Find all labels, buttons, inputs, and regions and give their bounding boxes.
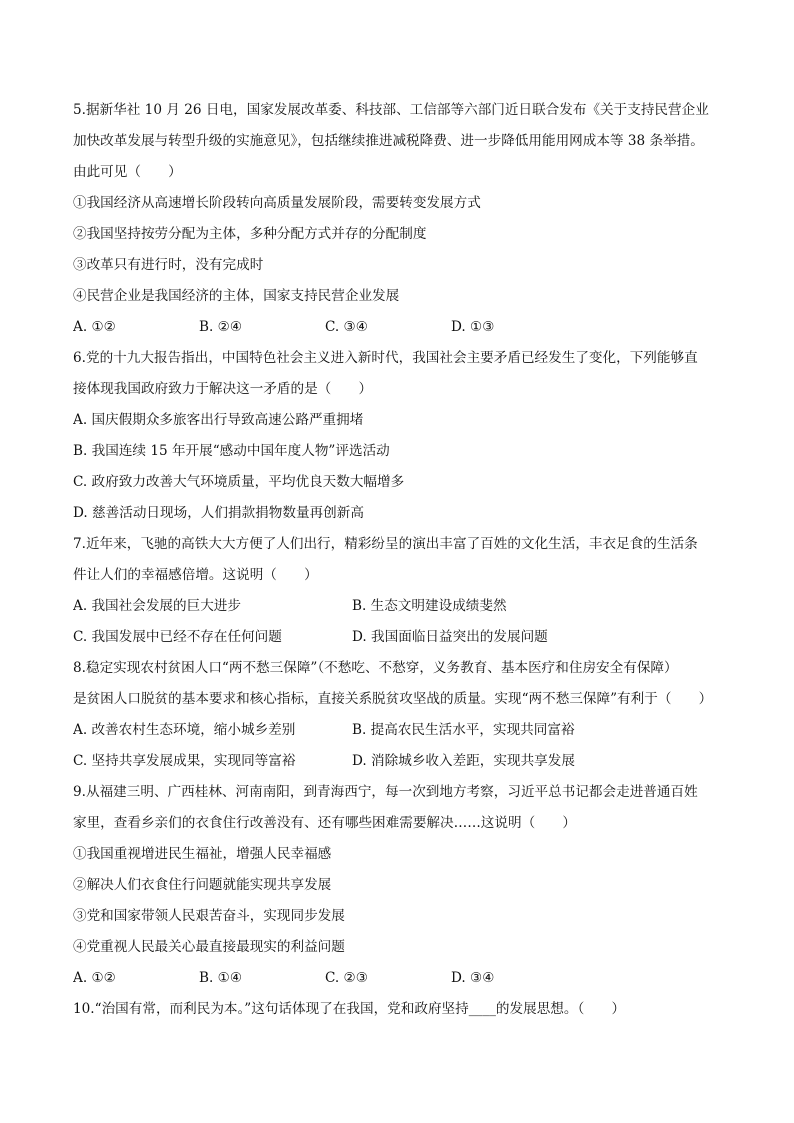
question-7-option-b: B. 生态文明建设成绩斐然 <box>352 598 507 614</box>
question-7-options-row-2 <box>73 627 733 658</box>
question-10-stem-line-1: 10.“治国有常，而利民为本。”这句话体现了在我国，党和政府坚持____的发展思想。（ ） <box>73 1001 626 1017</box>
question-7-stem-line-2: 件让人们的幸福感倍增。这说明（ ） <box>73 567 318 583</box>
question-9-stem-line-2: 家里，查看乡亲们的衣食住行改善没有、还有哪些困难需要解决……这说明（ ） <box>73 815 576 831</box>
question-6-option-d: D. 慈善活动日现场，人们捐款捐物数量再创新高 <box>73 505 364 521</box>
question-7-stem-line-1: 7.近年来，飞驰的高铁大大方便了人们出行，精彩纷呈的演出丰富了百姓的文化生活，丰衣足食的生活条 <box>73 536 698 552</box>
question-7-option-a: A. 我国社会发展的巨大进步 <box>73 598 241 614</box>
question-8-stem-line-1: 8.稳定实现农村贫困人口“两不愁三保障”（不愁吃、不愁穿，义务教育、基本医疗和住房安全有保障） <box>73 660 678 676</box>
question-9-statement-1: ①我国重视增进民生福祉，增强人民幸福感 <box>73 846 332 862</box>
question-8-stem-line-2: 是贫困人口脱贫的基本要求和核心指标，直接关系脱贫攻坚战的质量。实现“两不愁三保障”有利于（ ） <box>73 691 713 707</box>
question-6-option-c: C. 政府致力改善大气环境质量，平均优良天数大幅增多 <box>73 474 405 490</box>
question-8-option-d: D. 消除城乡收入差距，实现共享发展 <box>352 753 575 769</box>
question-9-stem-line-1: 9.从福建三明、广西桂林、河南南阳，到青海西宁，每一次到地方考察，习近平总书记都会走进普通百姓 <box>73 784 698 800</box>
question-9 <box>73 782 733 999</box>
question-8-option-a: A. 改善农村生态环境，缩小城乡差别 <box>73 722 296 738</box>
question-7-option-d: D. 我国面临日益突出的发展问题 <box>352 629 548 645</box>
question-9-options <box>73 968 733 999</box>
question-8-option-b: B. 提高农民生活水平，实现共同富裕 <box>352 722 575 738</box>
question-6-option-b: B. 我国连续 15 年开展“感动中国年度人物”评选活动 <box>73 443 390 459</box>
question-8 <box>73 658 733 782</box>
question-7-options-row-1 <box>73 596 733 627</box>
question-5-option-d: D. ①③ <box>451 319 495 335</box>
question-5-statement-2: ②我国坚持按劳分配为主体，多种分配方式并存的分配制度 <box>73 226 427 242</box>
question-9-statement-2: ②解决人们衣食住行问题就能实现共享发展 <box>73 877 332 893</box>
question-9-statement-4: ④党重视人民最关心最直接最现实的利益问题 <box>73 939 345 955</box>
question-5-option-c: C. ③④ <box>325 319 368 335</box>
question-5-statement-1: ①我国经济从高速增长阶段转向高质量发展阶段，需要转变发展方式 <box>73 195 481 211</box>
question-10 <box>73 999 733 1030</box>
question-5-stem-line-1: 5.据新华社 10 月 26 日电，国家发展改革委、科技部、工信部等六部门近日联合发布《关于支持民营企业 <box>73 102 709 118</box>
question-5-option-a: A. ①② <box>73 319 116 335</box>
question-7-option-c: C. 我国发展中已经不存在任何问题 <box>73 629 282 645</box>
question-6-stem-line-2: 接体现我国政府致力于解决这一矛盾的是（ ） <box>73 381 373 397</box>
question-7 <box>73 534 733 658</box>
question-9-option-c: C. ②③ <box>325 970 368 986</box>
question-8-options-row-1 <box>73 720 733 751</box>
question-6-option-a: A. 国庆假期众多旅客出行导致高速公路严重拥堵 <box>73 412 364 428</box>
question-5-option-b: B. ②④ <box>199 319 243 335</box>
question-5-stem-line-2: 加快改革发展与转型升级的实施意见》，包括继续推进减税降费、进一步降低用能用网成本等 38 条举措。 <box>73 133 704 149</box>
question-5-statement-3: ③改革只有进行时，没有完成时 <box>73 257 264 273</box>
question-5-options <box>73 317 733 348</box>
question-6 <box>73 348 733 534</box>
question-9-option-b: B. ①④ <box>199 970 243 986</box>
question-8-option-c: C. 坚持共享发展成果，实现同等富裕 <box>73 753 296 769</box>
question-6-stem-line-1: 6.党的十九大报告指出，中国特色社会主义进入新时代，我国社会主要矛盾已经发生了变化，下列能够直 <box>73 350 698 366</box>
question-list <box>73 100 733 1030</box>
question-5-statement-4: ④民营企业是我国经济的主体，国家支持民营企业发展 <box>73 288 400 304</box>
question-9-option-d: D. ③④ <box>451 970 495 986</box>
question-8-options-row-2 <box>73 751 733 782</box>
question-9-option-a: A. ①② <box>73 970 116 986</box>
question-9-statement-3: ③党和国家带领人民艰苦奋斗，实现同步发展 <box>73 908 345 924</box>
question-5-stem-line-3: 由此可见（ ） <box>73 164 182 180</box>
question-5 <box>73 100 733 348</box>
